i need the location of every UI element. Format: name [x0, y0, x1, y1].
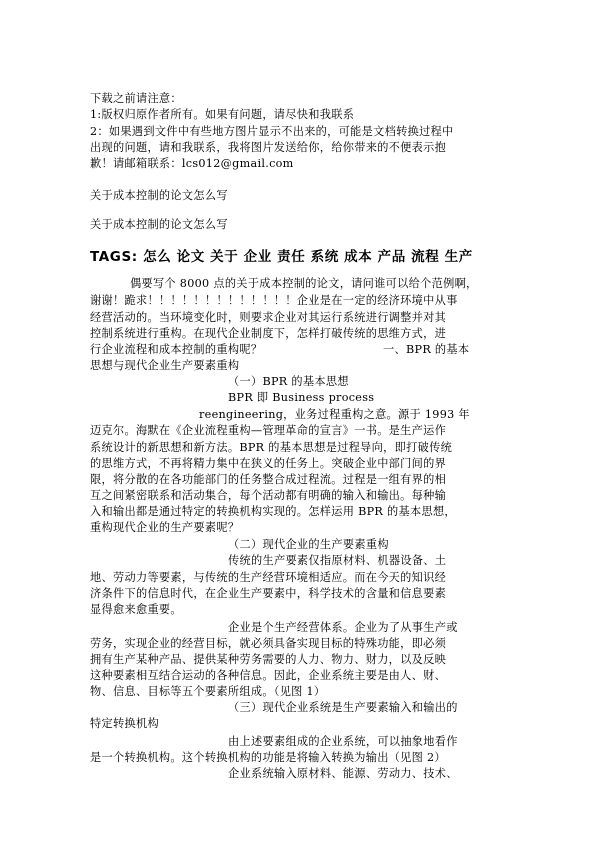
body-line: 互之间紧密联系和活动集合，每个活动都有明确的输入和输出。每种输 — [90, 489, 447, 502]
body-line: 显得愈来愈重要。 — [90, 603, 182, 616]
body-line: 偶要写个 8000 点的关于成本控制的论文，请问谁可以给个范例啊， — [130, 277, 478, 290]
body-line: 控制系统进行重构。在现代企业制度下，怎样打破传统的思维方式，进 — [90, 327, 447, 340]
body-line: 这种要素相互结合运动的各种信息。因此，企业系统主要是由人、财、 — [90, 669, 447, 682]
notice-item-1: 1:版权归原作者所有。如果有问题，请尽快和我联系 — [90, 108, 355, 121]
body-line: 迈克尔。海默在《企业流程重构—管理革命的宣言》一书。是生产运作 — [90, 424, 447, 437]
body-line: 经营活动的。当环境变化时，则要求企业对其运行系统进行调整并对其 — [90, 311, 447, 324]
body-line: 企业系统输入原材料、能源、劳动力、技术、 — [228, 767, 458, 780]
body-line: 企业是个生产经营体系。企业为了从事生产或 — [228, 621, 458, 634]
body-line: 是一个转换机构。这个转换机构的功能是将输入转换为输出（见图 2） — [90, 751, 446, 764]
subsection-heading: 特定转换机构 — [90, 717, 159, 730]
body-line: 传统的生产要素仅指原材料、机器设备、土 — [228, 554, 447, 567]
body-line: 地、劳动力等要素，与传统的生产经营环境相适应。而在今天的知识经 — [90, 571, 447, 584]
body-line: 由上述要素组成的企业系统，可以抽象地看作 — [228, 735, 458, 748]
notice-heading: 下载之前请注意： — [90, 92, 182, 105]
subsection-heading: （三）现代企业系统是生产要素输入和输出的 — [228, 701, 458, 714]
notice-item-2-line-1: 2：如果遇到文件中有些地方图片显示不出来的，可能是文档转换过程中 — [90, 125, 454, 138]
section-heading: 思想与现代企业生产要素重构 — [90, 359, 240, 372]
body-line: 拥有生产某种产品、提供某种劳务需要的人力、物力、财力，以及反映 — [90, 653, 447, 666]
article-title-2: 关于成本控制的论文怎么写 — [90, 218, 228, 231]
section-heading: 一、BPR 的基本 — [383, 343, 470, 356]
tags-line: TAGS: 怎么 论文 关于 企业 责任 系统 成本 产品 流程 生产 — [90, 249, 473, 265]
body-line: BPR 即 Business process — [228, 391, 375, 404]
body-line: 谢谢！跪求！！！！！！！！！！！！！企业是在一定的经济环境中从事 — [90, 294, 458, 307]
body-line: 限，将分散的在各功能部门的任务整合成过程流。过程是一组有界的相 — [90, 473, 447, 486]
subsection-heading: （二）现代企业的生产要素重构 — [228, 538, 389, 551]
body-line: 行企业流程和成本控制的重构呢？ — [90, 343, 263, 356]
body-line: 入和输出都是通过特定的转换机构实现的。怎样运用 BPR 的基本思想， — [90, 505, 456, 518]
notice-item-2-line-2: 出现的问题，请和我联系，我将图片发送给你，给你带来的不便表示抱 — [90, 141, 447, 154]
body-line: 劳务，实现企业的经营目标，就必须具备实现目标的特殊功能，即必须 — [90, 637, 447, 650]
body-line: 的思维方式，不再将精力集中在狭义的任务上。突破企业中部门间的界 — [90, 457, 447, 470]
body-line: 重构现代企业的生产要素呢？ — [90, 521, 240, 534]
body-line: reengineering，业务过程重构之意。源于 1993 年 — [199, 408, 470, 421]
body-line: 济条件下的信息时代，在企业生产要素中，科学技术的含量和信息要素 — [90, 587, 447, 600]
body-line: 系统设计的新思想和新方法。BPR 的基本思想是过程导向，即打破传统 — [90, 441, 453, 454]
subsection-heading: （一）BPR 的基本思想 — [228, 375, 349, 388]
body-line: 物、信息、目标等五个要素所组成。（见图 1） — [90, 685, 326, 698]
article-title-1: 关于成本控制的论文怎么写 — [90, 189, 228, 202]
notice-item-2-line-3: 歉！请邮箱联系：lcs012@gmail.com — [90, 157, 294, 170]
